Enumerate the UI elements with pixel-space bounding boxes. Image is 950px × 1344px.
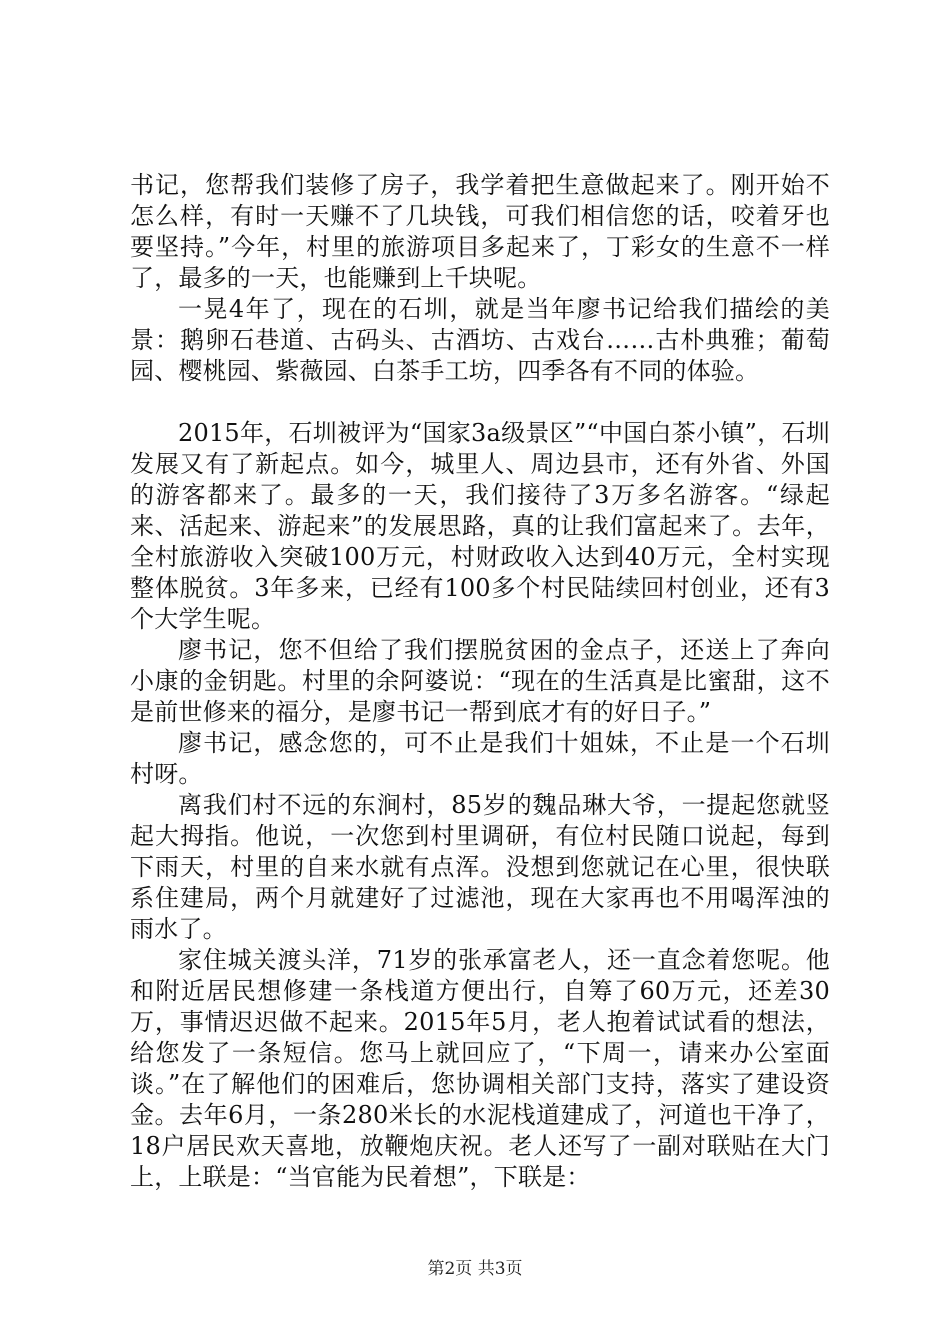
page-footer: 第2页 共3页 (427, 1259, 523, 1279)
paragraph-3: 2015年，石圳被评为“国家3a级景区”“中国白茶小镇”，石圳发展又有了新起点。如今，城里人、周边县市，还有外省、外国的游客都来了。最多的一天，我们接待了3万多名游客。“绿起来、活起来、游起来”的发展思路，真的让我们富起来了。去年，全村旅游收入突破100万元，村财政收入达到40万元，全村实现整体脱贫。3年多来，已经有100多个村民陆续回村创业，还有3个大学生呢。 (130, 419, 830, 633)
paragraph-6: 离我们村不远的东涧村，85岁的魏品琳大爷，一提起您就竖起大拇指。他说，一次您到村里调研，有位村民随口说起，每到下雨天，村里的自来水就有点浑。没想到您就记在心里，很快联系住建局，两个月就建好了过滤池，现在大家再也不用喝浑浊的雨水了。 (130, 791, 830, 943)
body-text (130, 170, 830, 1193)
paragraph-5: 廖书记，感念您的，可不止是我们十姐妹，不止是一个石圳村呀。 (130, 729, 830, 788)
paragraph-2: 一晃4年了，现在的石圳，就是当年廖书记给我们描绘的美景：鹅卵石巷道、古码头、古酒坊、古戏台……古朴典雅；葡萄园、樱桃园、紫薇园、白茶手工坊，四季各有不同的体验。 (130, 295, 830, 385)
paragraph-4: 廖书记，您不但给了我们摆脱贫困的金点子，还送上了奔向小康的金钥匙。村里的余阿婆说：“现在的生活真是比蜜甜，这不是前世修来的福分，是廖书记一帮到底才有的好日子。” (130, 636, 830, 726)
paragraph-7: 家住城关渡头洋，71岁的张承富老人，还一直念着您呢。他和附近居民想修建一条栈道方便出行，自筹了60万元，还差30万，事情迟迟做不起来。2015年5月，老人抱着试试看的想法，给您发了一条短信。您马上就回应了，“下周一，请来办公室面谈。”在了解他们的困难后，您协调相关部门支持，落实了建设资金。去年6月，一条280米长的水泥栈道建成了，河道也干净了，18户居民欢天喜地，放鞭炮庆祝。老人还写了一副对联贴在大门上，上联是：“当官能为民着想”，下联是： (130, 946, 830, 1191)
paragraph-1: 书记，您帮我们装修了房子，我学着把生意做起来了。刚开始不怎么样，有时一天赚不了几块钱，可我们相信您的话，咬着牙也要坚持。”今年，村里的旅游项目多起来了，丁彩女的生意不一样了，最多的一天，也能赚到上千块呢。 (130, 171, 830, 292)
paragraph-gap (130, 387, 830, 418)
